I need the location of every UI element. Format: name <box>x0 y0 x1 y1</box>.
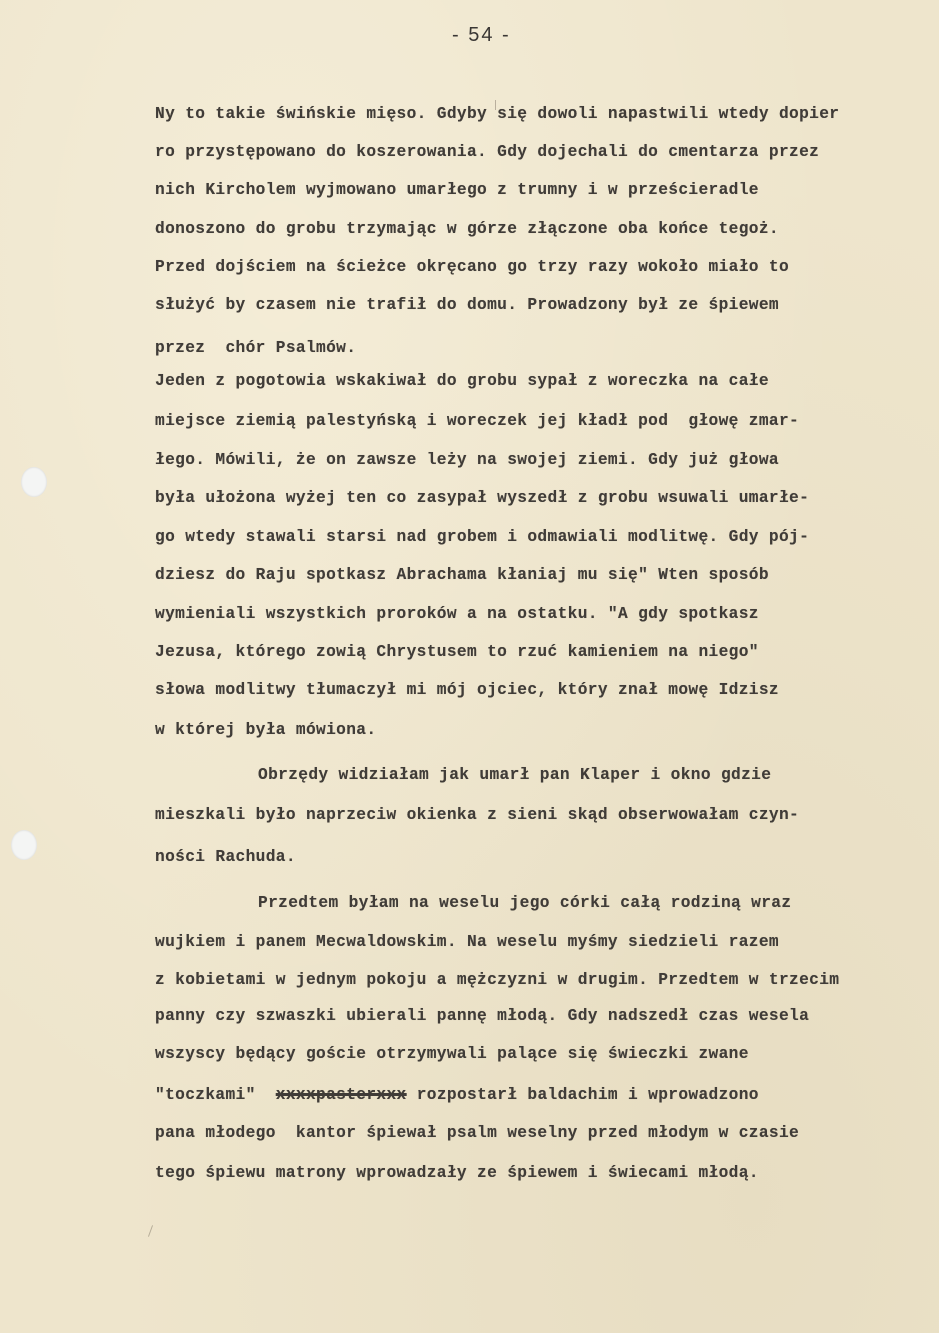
text-line: Jeden z pogotowia wskakiwał do grobu sypał z woreczka na całe <box>155 372 769 390</box>
text-line: panny czy szwaszki ubierali pannę młodą. Gdy nadszedł czas wesela <box>155 1007 810 1025</box>
struck-out-text: xxxxpasterxxx <box>275 1086 407 1104</box>
text-line: mieszkali było naprzeciw okienka z sieni skąd obserwowałam czyn- <box>155 806 800 824</box>
text-line: wujkiem i panem Mecwaldowskim. Na weselu myśmy siedzieli razem <box>155 933 779 951</box>
text-line: ro przystępowano do koszerowania. Gdy dojechali do cmentarza przez <box>155 143 820 161</box>
text-line: była ułożona wyżej ten co zasypał wyszedł z grobu wsuwali umarłe- <box>155 489 810 507</box>
text-fragment: "toczkami" <box>155 1086 276 1104</box>
text-line: go wtedy stawali starsi nad grobem i odmawiali modlitwę. Gdy pój- <box>155 528 810 546</box>
text-line: donoszono do grobu trzymając w górze złączone oba końce tegoż. <box>155 220 779 238</box>
text-line: Obrzędy widziałam jak umarł pan Klaper i okno gdzie <box>258 766 772 784</box>
text-line: Jezusa, którego zowią Chrystusem to rzuć kamieniem na niego" <box>155 643 759 661</box>
text-line-with-strikeout <box>155 1086 759 1104</box>
text-line: dziesz do Raju spotkasz Abrachama kłaniaj mu się" Wten sposób <box>155 566 769 584</box>
punch-hole <box>11 830 37 860</box>
text-line: słowa modlitwy tłumaczył mi mój ojciec, który znał mowę Idzisz <box>155 681 779 699</box>
text-line: przez chór Psalmów. <box>155 339 357 357</box>
text-line: ności Rachuda. <box>155 848 296 866</box>
page-number: - 54 - <box>452 24 511 46</box>
text-fragment: rozpostarł baldachim i wprowadzono <box>406 1086 759 1104</box>
punch-hole <box>21 467 47 497</box>
text-line: Przedtem byłam na weselu jego córki całą rodziną wraz <box>258 894 792 912</box>
text-line: nich Kircholem wyjmowano umarłego z trumny i w prześcieradle <box>155 181 759 199</box>
text-line: łego. Mówili, że on zawsze leży na swojej ziemi. Gdy już głowa <box>155 451 779 469</box>
text-line: służyć by czasem nie trafił do domu. Prowadzony był ze śpiewem <box>155 296 779 314</box>
text-line: wszyscy będący goście otrzymywali palące się świeczki zwane <box>155 1045 749 1063</box>
text-line: w której była mówiona. <box>155 721 377 739</box>
text-line: tego śpiewu matrony wprowadzały ze śpiewem i świecami młodą. <box>155 1164 759 1182</box>
text-line: Przed dojściem na ścieżce okręcano go trzy razy wokoło miało to <box>155 258 790 276</box>
text-line: z kobietami w jednym pokoju a mężczyzni w drugim. Przedtem w trzecim <box>155 971 840 989</box>
text-line: wymieniali wszystkich proroków a na ostatku. "A gdy spotkasz <box>155 605 759 623</box>
text-line: miejsce ziemią palestyńską i woreczek jej kładł pod głowę zmar- <box>155 412 800 430</box>
text-line: pana młodego kantor śpiewał psalm weselny przed młodym w czasie <box>155 1124 800 1142</box>
text-line: Ny to takie świńskie mięso. Gdyby się dowoli napastwili wtedy dopier <box>155 105 840 123</box>
